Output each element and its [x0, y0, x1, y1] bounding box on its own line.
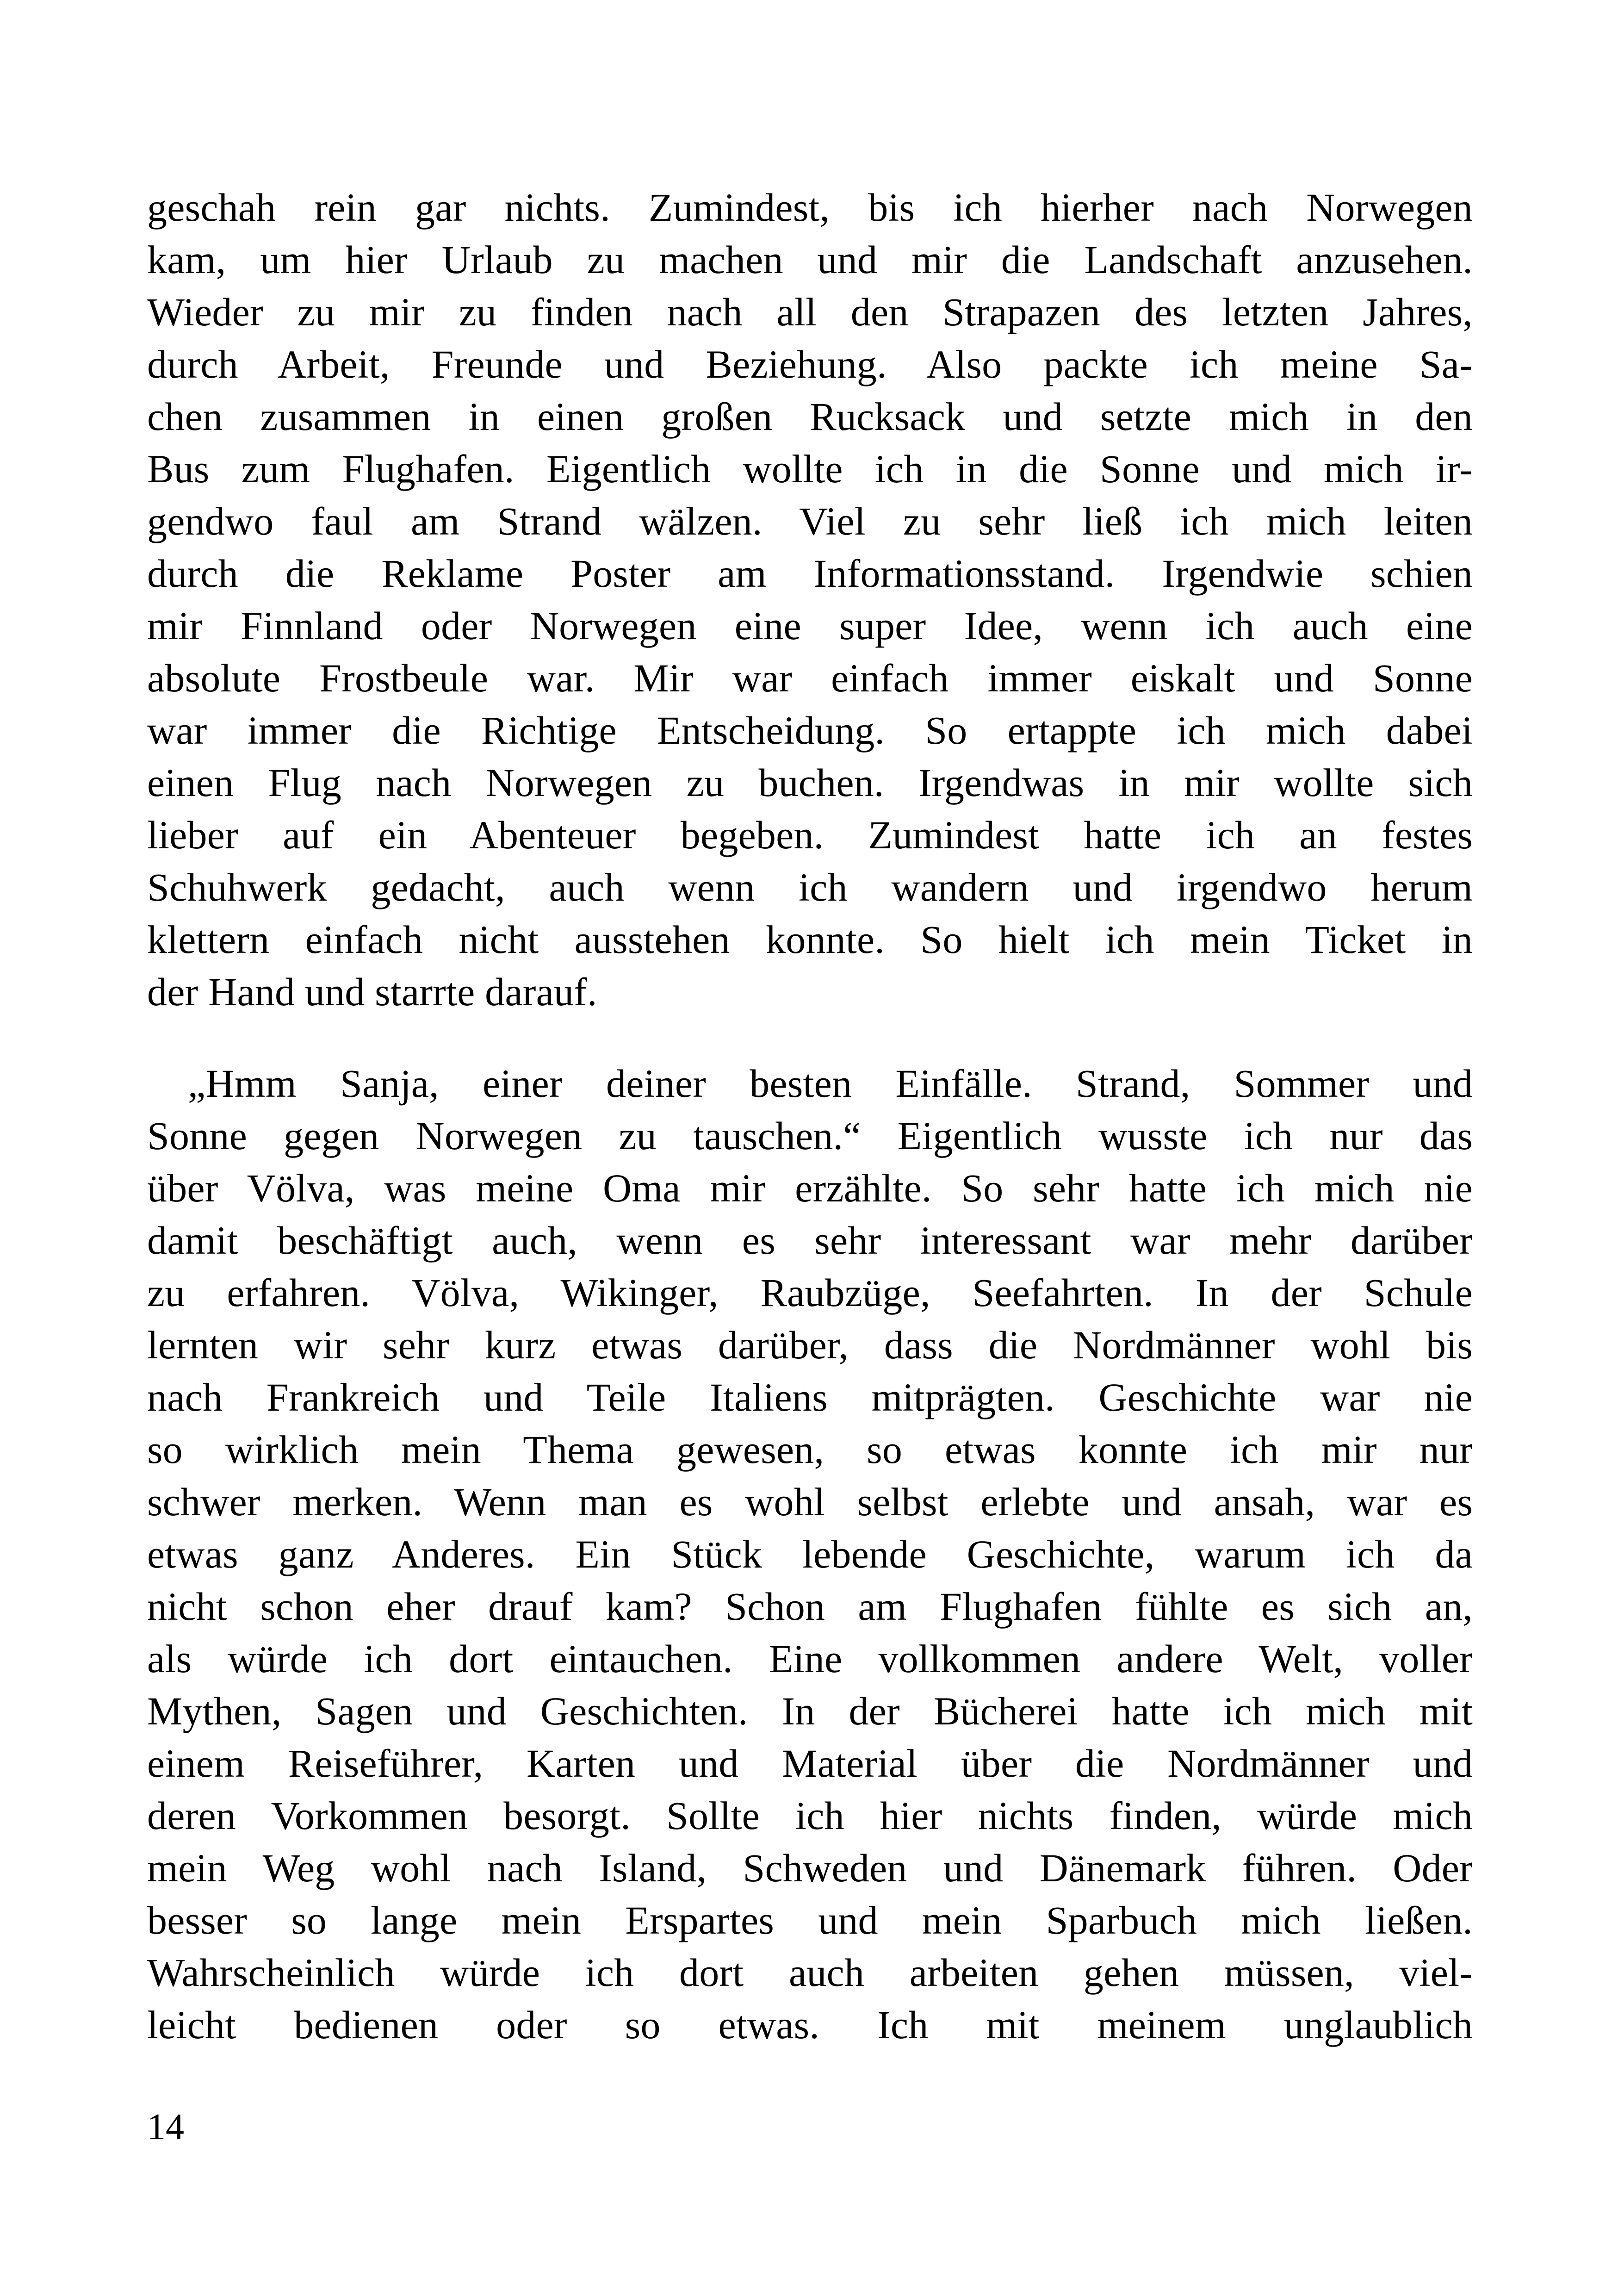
text-line: absolute Frostbeule war. Mir war einfach immer eiskalt und Sonne — [147, 656, 1473, 700]
text-line: geschah rein gar nichts. Zumindest, bis ich hierher nach Norwegen — [147, 185, 1473, 230]
text-line: so wirklich mein Thema gewesen, so etwas konnte ich mir nur — [147, 1427, 1473, 1472]
text-line: nach Frankreich und Teile Italiens mitprägten. Geschichte war nie — [147, 1375, 1473, 1419]
paragraph-1 — [147, 181, 1473, 1018]
text-line: der Hand und starrte darauf. — [147, 970, 597, 1014]
text-line: einem Reiseführer, Karten und Material über die Nordmänner und — [147, 1741, 1473, 1786]
text-line: durch Arbeit, Freunde und Beziehung. Also packte ich meine Sa- — [147, 342, 1473, 386]
text-line: etwas ganz Anderes. Ein Stück lebende Geschichte, warum ich da — [147, 1532, 1473, 1576]
text-line: leicht bedienen oder so etwas. Ich mit meinem unglaublich — [147, 2003, 1473, 2047]
text-line: Sonne gegen Norwegen zu tauschen.“ Eigentlich wusste ich nur das — [147, 1114, 1473, 1158]
text-line: mein Weg wohl nach Island, Schweden und Dänemark führen. Oder — [147, 1846, 1473, 1890]
text-line: kam, um hier Urlaub zu machen und mir die Landschaft anzusehen. — [147, 237, 1473, 282]
text-line: besser so lange mein Erspartes und mein Sparbuch mich ließen. — [147, 1898, 1473, 1942]
text-line: Bus zum Flughafen. Eigentlich wollte ich in die Sonne und mich ir- — [147, 447, 1473, 491]
text-line: schwer merken. Wenn man es wohl selbst erlebte und ansah, war es — [147, 1480, 1473, 1524]
text-line: gendwo faul am Strand wälzen. Viel zu sehr ließ ich mich leiten — [147, 499, 1473, 543]
text-line: chen zusammen in einen großen Rucksack und setzte mich in den — [147, 394, 1473, 439]
text-line: deren Vorkommen besorgt. Sollte ich hier nichts finden, würde mich — [147, 1793, 1473, 1838]
text-line: nicht schon eher drauf kam? Schon am Flughafen fühlte es sich an, — [147, 1584, 1473, 1629]
body-text — [147, 181, 1473, 2051]
text-line: als würde ich dort eintauchen. Eine vollkommen andere Welt, voller — [147, 1636, 1473, 1681]
text-line: lernten wir sehr kurz etwas darüber, dass die Nordmänner wohl bis — [147, 1323, 1473, 1367]
text-line: Schuhwerk gedacht, auch wenn ich wandern und irgendwo herum — [147, 865, 1473, 909]
text-line: „Hmm Sanja, einer deiner besten Einfälle. Strand, Sommer und — [188, 1061, 1473, 1106]
text-line: Wieder zu mir zu finden nach all den Strapazen des letzten Jahres, — [147, 290, 1473, 334]
text-line: damit beschäftigt auch, wenn es sehr interessant war mehr darüber — [147, 1218, 1473, 1263]
text-line: über Völva, was meine Oma mir erzählte. So sehr hatte ich mich nie — [147, 1166, 1473, 1210]
text-line: mir Finnland oder Norwegen eine super Idee, wenn ich auch eine — [147, 604, 1473, 648]
text-line: Mythen, Sagen und Geschichten. In der Bücherei hatte ich mich mit — [147, 1689, 1473, 1733]
text-line: einen Flug nach Norwegen zu buchen. Irgendwas in mir wollte sich — [147, 760, 1473, 805]
text-line: war immer die Richtige Entscheidung. So ertappte ich mich dabei — [147, 708, 1473, 753]
text-line: zu erfahren. Völva, Wikinger, Raubzüge, Seefahrten. In der Schule — [147, 1270, 1473, 1315]
page-number: 14 — [147, 2107, 184, 2147]
text-line: lieber auf ein Abenteuer begeben. Zumindest hatte ich an festes — [147, 813, 1473, 857]
text-line: klettern einfach nicht ausstehen konnte. So hielt ich mein Ticket in — [147, 917, 1473, 962]
text-line: durch die Reklame Poster am Informationsstand. Irgendwie schien — [147, 551, 1473, 596]
text-line: Wahrscheinlich würde ich dort auch arbeiten gehen müssen, viel- — [147, 1950, 1473, 1995]
paragraph-2 — [147, 1058, 1473, 2051]
